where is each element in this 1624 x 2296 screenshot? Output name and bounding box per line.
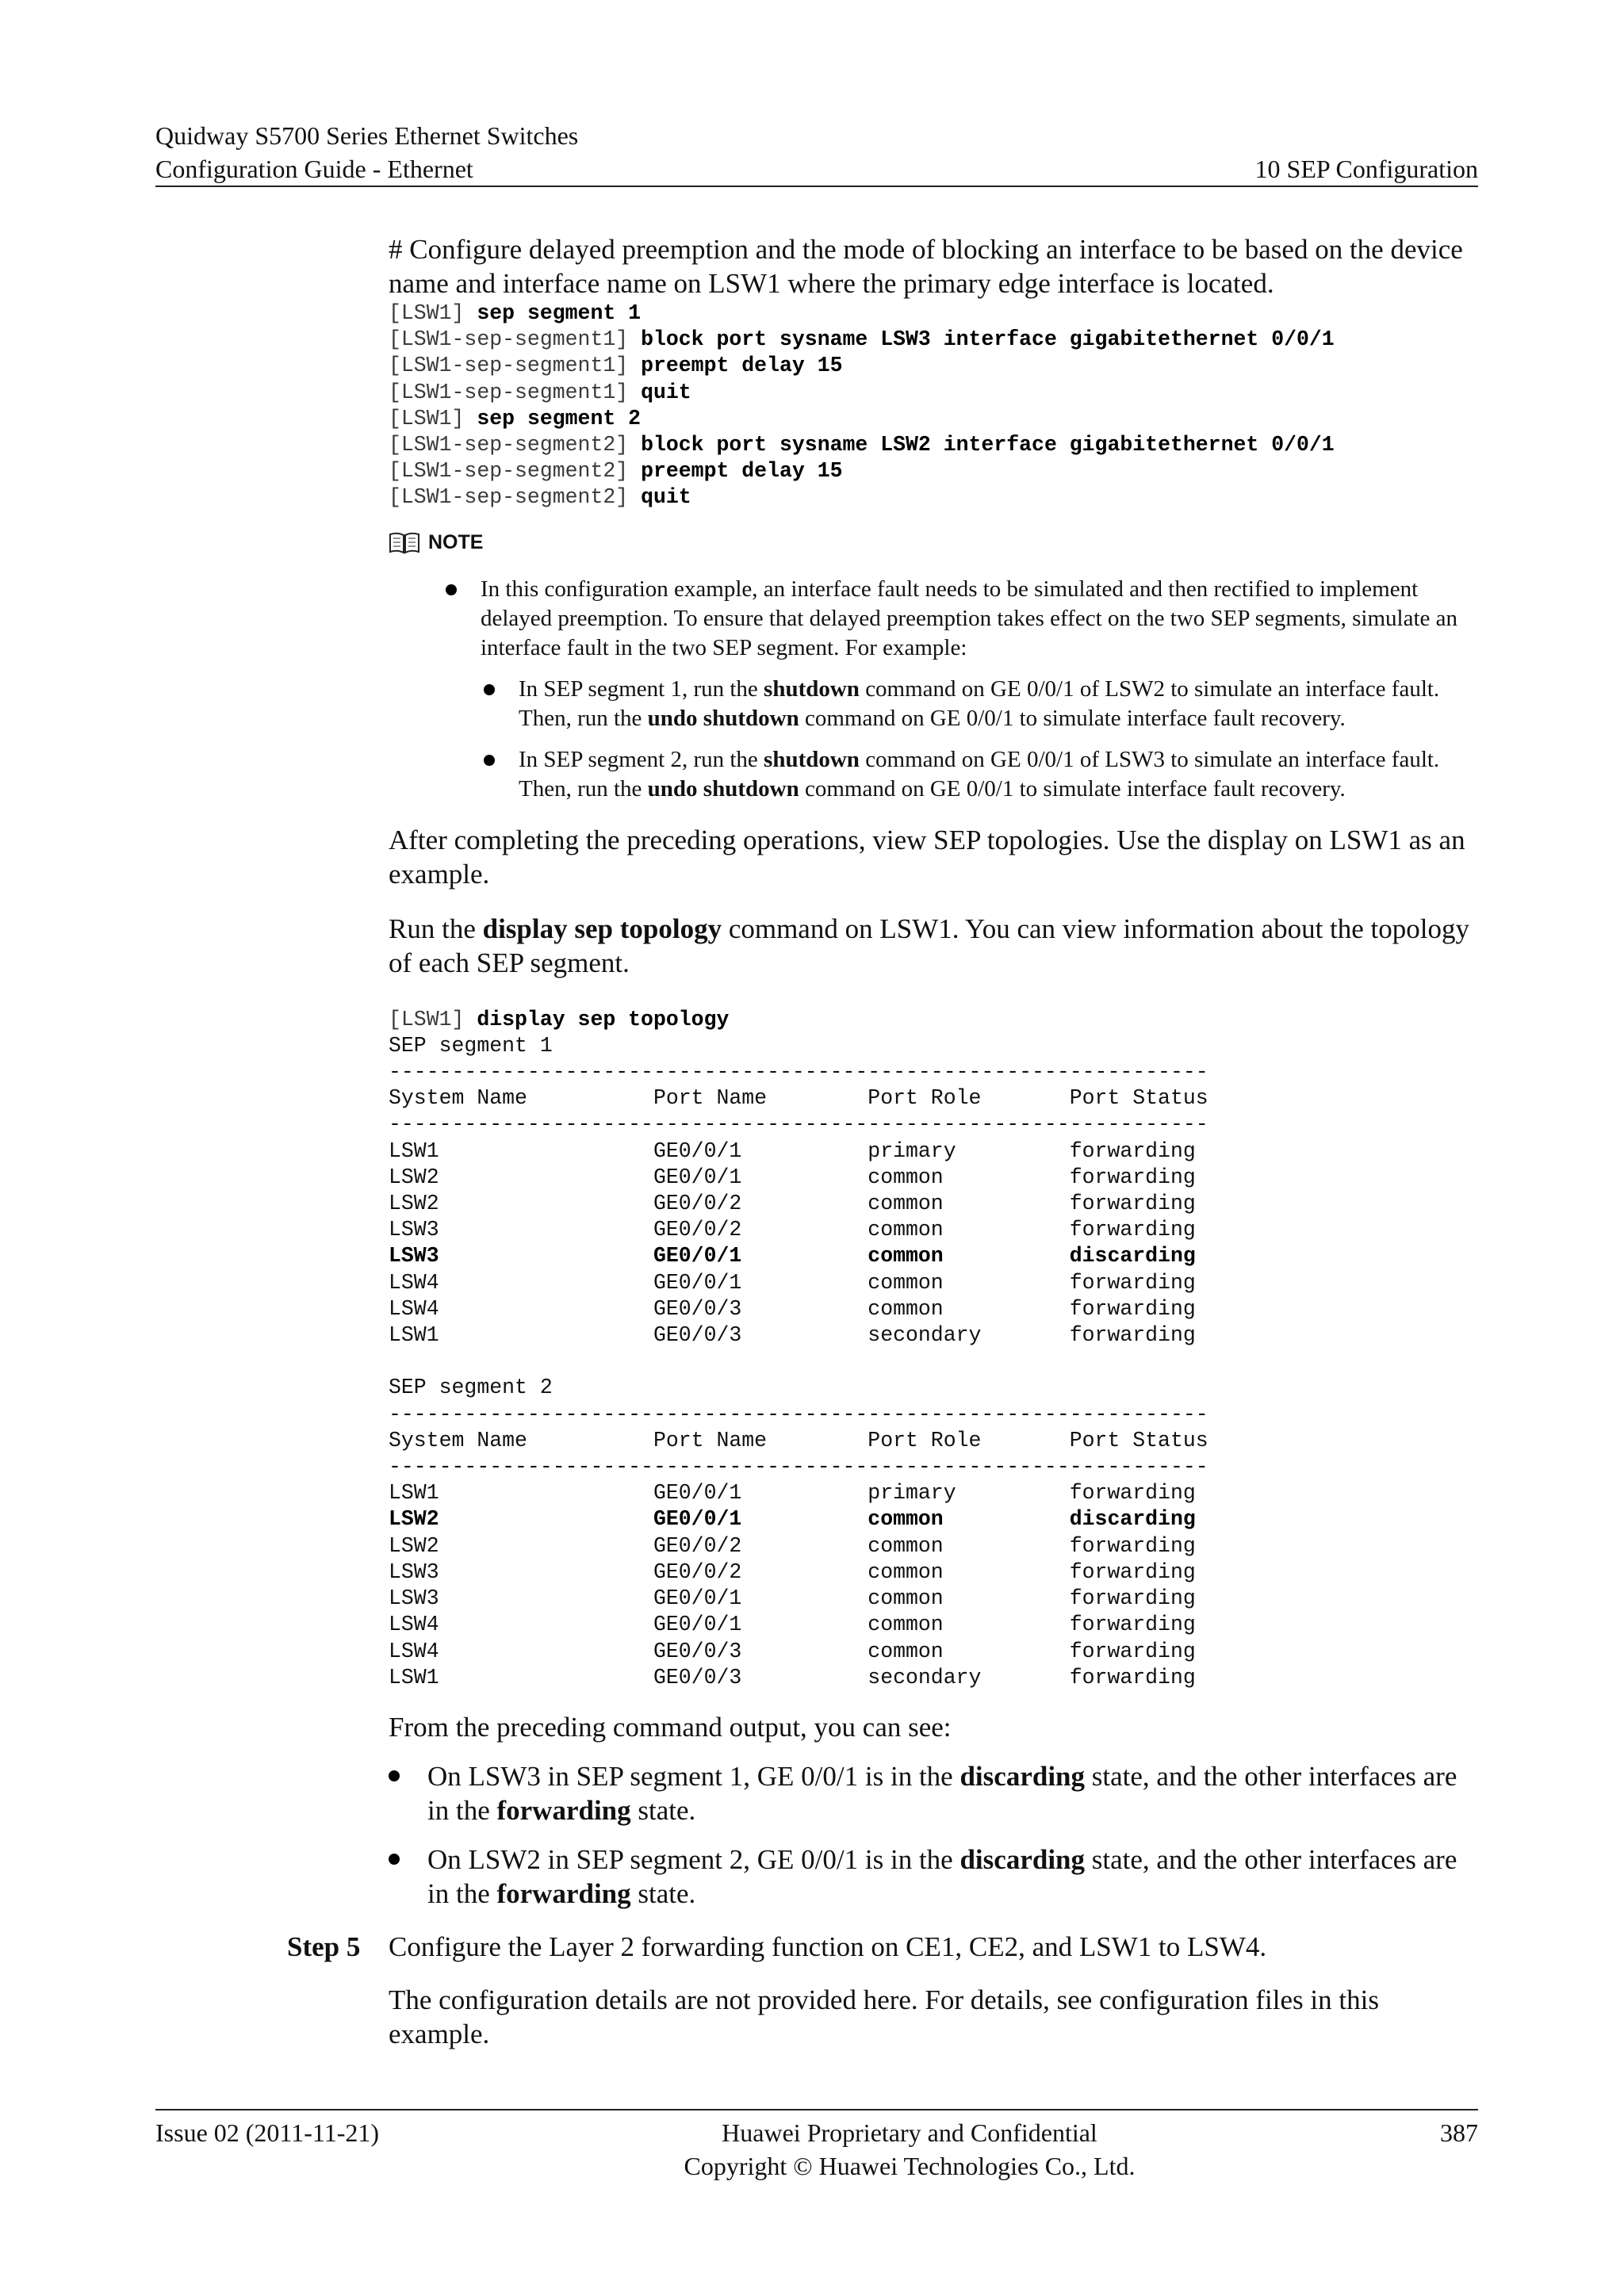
state-name: forwarding <box>496 1794 631 1826</box>
text: state, and the other interfaces are in the <box>427 1760 1457 1826</box>
table-row: LSW2 GE0/0/2 common forwarding <box>389 1533 1196 1558</box>
bullet-icon <box>484 755 495 766</box>
header-product: Quidway S5700 Series Ethernet Switches <box>155 121 579 150</box>
command-name: undo shutdown <box>647 775 799 802</box>
note-sub-bullet-2 <box>389 745 1478 804</box>
note-bullet <box>389 575 1478 663</box>
separator-line: ----------------------------------------------------------------- <box>389 1112 1208 1137</box>
command: display sep topology <box>477 1007 730 1031</box>
note-main-text: In this configuration example, an interface fault needs to be simulated and then rectified to implement delayed preemption. To ensure that delayed preemption takes effect on the two SEP segments, simulate an interface fault in the two SEP segment. For example: <box>481 576 1458 660</box>
code-line <box>389 485 691 509</box>
separator-line: ----------------------------------------------------------------- <box>389 1455 1208 1479</box>
segment-title: SEP segment 2 <box>389 1376 553 1400</box>
command-name: display sep topology <box>482 913 722 944</box>
step-text: Configure the Layer 2 forwarding function on CE1, CE2, and LSW1 to LSW4. <box>389 1931 1267 1962</box>
bullet-icon <box>484 684 495 695</box>
note-body <box>389 575 1478 804</box>
command: preempt delay 15 <box>641 459 843 484</box>
prompt: [LSW1] <box>389 406 477 430</box>
text: Run the <box>389 913 483 944</box>
config-code-block <box>389 300 1478 511</box>
header-guide: Configuration Guide - Ethernet <box>155 155 473 183</box>
book-icon <box>389 530 420 556</box>
column-header: System Name Port Name Port Role Port Status <box>389 1428 1208 1452</box>
main-content <box>287 232 1478 2051</box>
segment-title: SEP segment 1 <box>389 1033 553 1058</box>
table-row: LSW1 GE0/0/1 primary forwarding <box>389 1138 1196 1163</box>
code-line <box>389 301 641 325</box>
conclusion-bullet-1 <box>389 1759 1478 1827</box>
table-row: LSW2 GE0/0/1 common discarding <box>389 1507 1196 1532</box>
code-line <box>389 381 691 404</box>
table-row: LSW1 GE0/0/3 secondary forwarding <box>389 1665 1196 1689</box>
code-line <box>389 459 843 483</box>
command: sep segment 1 <box>477 301 642 325</box>
conclusion-bullet-2 <box>389 1843 1478 1911</box>
table-row: LSW4 GE0/0/1 common forwarding <box>389 1613 1196 1637</box>
prompt: [LSW1] <box>389 1007 477 1031</box>
footer-rule <box>155 2109 1478 2110</box>
table-row: LSW3 GE0/0/2 common forwarding <box>389 1218 1196 1242</box>
command-name: shutdown <box>764 746 860 772</box>
command: preempt delay 15 <box>641 354 843 378</box>
prompt: [LSW1-sep-segment1] <box>389 327 642 352</box>
bullet-icon <box>389 1854 400 1865</box>
table-row: LSW4 GE0/0/3 common forwarding <box>389 1639 1196 1663</box>
command-name: shutdown <box>764 675 860 702</box>
code-line <box>389 433 1335 457</box>
footer-confidential <box>684 2116 1136 2183</box>
header-chapter: 10 SEP Configuration <box>1254 155 1478 183</box>
prompt: [LSW1-sep-segment1] <box>389 380 642 404</box>
text: state, and the other interfaces are in the <box>427 1843 1457 1909</box>
code-line <box>389 354 843 377</box>
text: In SEP segment 2, run the <box>519 746 764 772</box>
text: In SEP segment 1, run the <box>519 675 764 702</box>
command-name: undo shutdown <box>647 705 799 731</box>
bullet-icon <box>446 584 457 595</box>
header-rule <box>155 186 1478 187</box>
topology-output <box>389 1007 1478 1691</box>
state-name: discarding <box>959 1760 1086 1792</box>
prompt: [LSW1-sep-segment1] <box>389 354 642 378</box>
table-row: LSW1 GE0/0/3 secondary forwarding <box>389 1323 1196 1348</box>
footer-line-1: Huawei Proprietary and Confidential <box>722 2118 1097 2147</box>
bullet-icon <box>389 1770 400 1781</box>
prompt: [LSW1-sep-segment2] <box>389 433 642 457</box>
after-ops-paragraph: After completing the preceding operations, view SEP topologies. Use the display on LSW1 as an example. <box>389 824 1465 890</box>
column-header: System Name Port Name Port Role Port Status <box>389 1086 1208 1111</box>
table-row: LSW3 GE0/0/1 common discarding <box>389 1244 1196 1269</box>
text: command on GE 0/0/1 of LSW2 to simulate an interface fault. Then, run the <box>519 675 1440 731</box>
command: quit <box>641 485 691 510</box>
command: block port sysname LSW2 interface gigabitethernet 0/0/1 <box>641 433 1335 457</box>
text: On LSW3 in SEP segment 1, GE 0/0/1 is in the <box>427 1760 960 1792</box>
table-row: LSW2 GE0/0/2 common forwarding <box>389 1192 1196 1216</box>
table-row: LSW3 GE0/0/2 common forwarding <box>389 1559 1196 1584</box>
run-command-paragraph <box>389 912 1478 980</box>
prompt: [LSW1-sep-segment2] <box>389 485 642 510</box>
text: command on GE 0/0/1 to simulate interface fault recovery. <box>799 775 1346 802</box>
table-row: LSW3 GE0/0/1 common forwarding <box>389 1586 1196 1611</box>
code-line <box>389 407 641 430</box>
step-detail: The configuration details are not provided here. For details, see configuration files in this example. <box>389 1984 1379 2049</box>
note-label: NOTE <box>428 531 484 554</box>
command: sep segment 2 <box>477 406 642 430</box>
command: quit <box>641 380 691 404</box>
table-row: LSW1 GE0/0/1 primary forwarding <box>389 1481 1196 1506</box>
text: state. <box>630 1794 696 1826</box>
table-row: LSW4 GE0/0/3 common forwarding <box>389 1296 1196 1321</box>
separator-line: ----------------------------------------------------------------- <box>389 1060 1208 1085</box>
separator-line: ----------------------------------------------------------------- <box>389 1402 1208 1426</box>
table-row: LSW4 GE0/0/1 common forwarding <box>389 1270 1196 1295</box>
text: command on GE 0/0/1 of LSW3 to simulate an interface fault. Then, run the <box>519 746 1440 802</box>
text: command on LSW1. You can view information about the topology of each SEP segment. <box>389 913 1470 978</box>
footer-line-2: Copyright © Huawei Technologies Co., Ltd. <box>684 2152 1136 2180</box>
note-heading <box>389 526 1478 561</box>
step-label: Step 5 <box>287 1931 361 1962</box>
code-line <box>389 1008 729 1031</box>
intro-paragraph: # Configure delayed preemption and the mode of blocking an interface to be based on the device name and interface name on LSW1 where the primary edge interface is located. <box>389 234 1463 299</box>
state-name: discarding <box>959 1843 1086 1875</box>
conclusion-intro: From the preceding command output, you can see: <box>389 1711 952 1743</box>
page-header <box>155 119 1478 186</box>
step-5 <box>287 1930 1478 1964</box>
command: block port sysname LSW3 interface gigabitethernet 0/0/1 <box>641 327 1335 352</box>
state-name: forwarding <box>496 1877 631 1909</box>
prompt: [LSW1-sep-segment2] <box>389 459 642 484</box>
page-number: 387 <box>1439 2118 1478 2147</box>
code-line <box>389 327 1335 351</box>
text: state. <box>630 1877 696 1909</box>
footer-issue: Issue 02 (2011-11-21) <box>155 2118 380 2147</box>
text: command on GE 0/0/1 to simulate interface fault recovery. <box>799 705 1346 731</box>
table-row: LSW2 GE0/0/1 common forwarding <box>389 1165 1196 1189</box>
page-footer <box>155 2116 1478 2183</box>
prompt: [LSW1] <box>389 301 477 325</box>
text: On LSW2 in SEP segment 2, GE 0/0/1 is in the <box>427 1843 960 1875</box>
note-sub-bullet-1 <box>389 675 1478 733</box>
